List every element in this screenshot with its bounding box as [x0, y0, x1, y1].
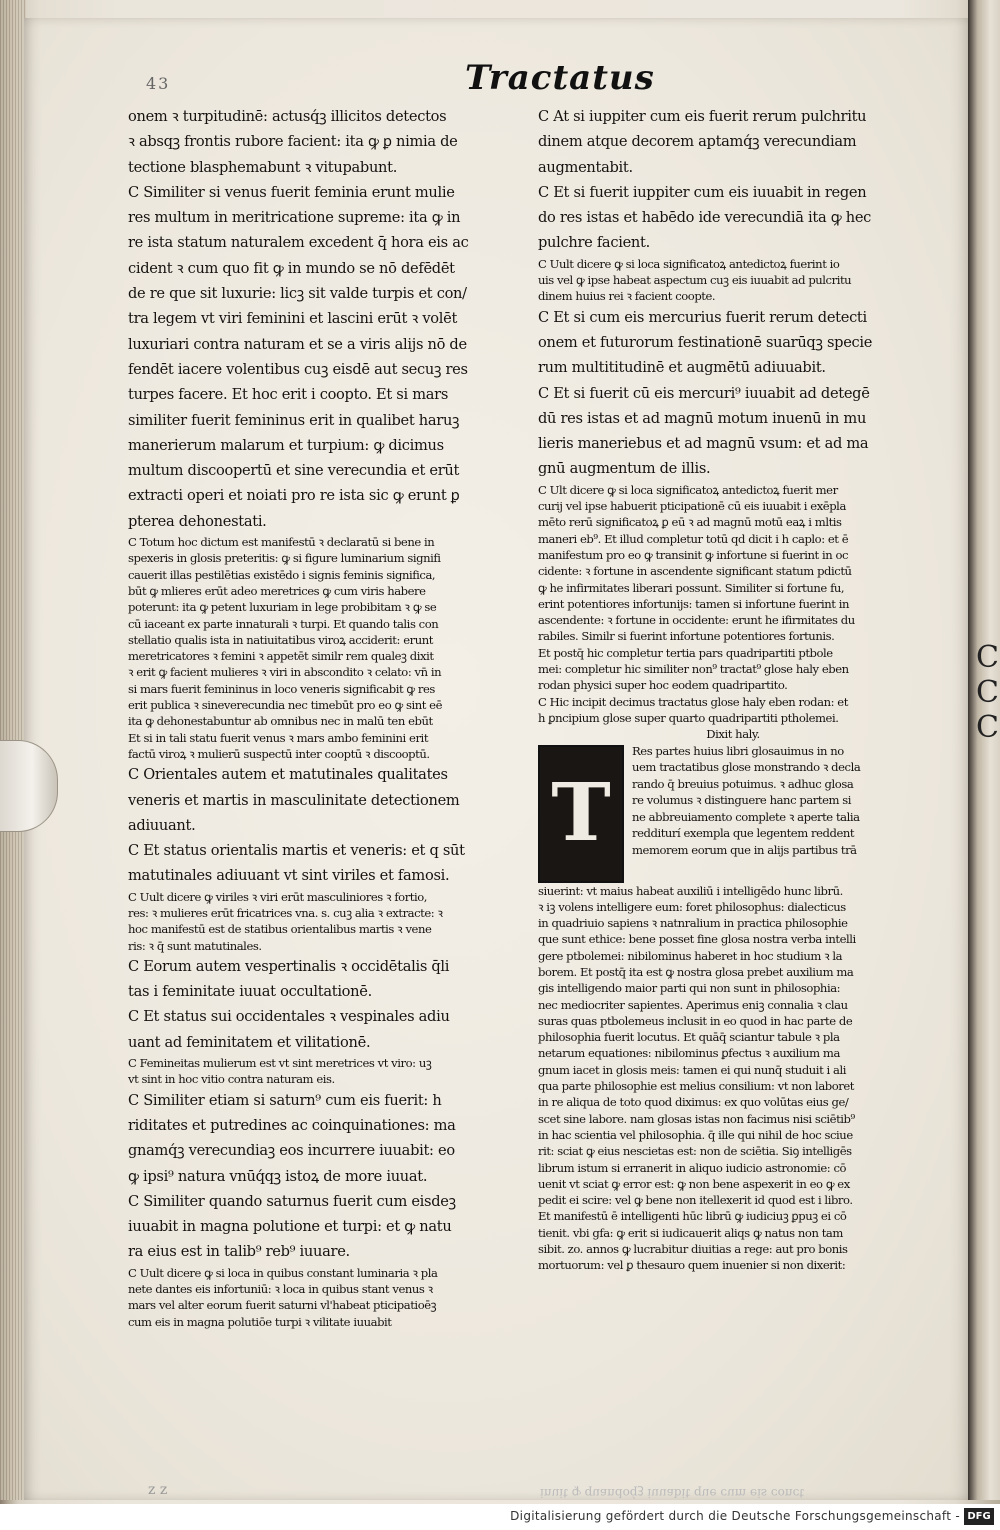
text-line: gnum iacet in glosis meis: tamen ei qui nunq̄ studuit i ali [538, 1062, 846, 1077]
text-line: suras quas ptbolemeus inclusit in eo quod in hac parte de [538, 1013, 853, 1028]
text-line: mei: completur hic similiter non⁹ tractat⁹ glose haly eben [538, 662, 849, 677]
text-line: siuerint: vt maius habeat auxiliū i intelligēdo hunc librū. [538, 883, 843, 898]
right-column [538, 104, 928, 1274]
text-line: mēto rerū significatoꝝ ꝑ eū ꝛ ad magnū motū eaꝝ i mltis [538, 515, 842, 530]
left-column [128, 104, 528, 1330]
initial-paragraph [538, 743, 928, 883]
footer-bar [0, 1504, 1000, 1530]
right_column_top-paragraph [538, 482, 928, 694]
text-line: rum multititudinē et augmētū adiuuabit. [538, 359, 826, 377]
text-line: onem et futurorum festinationē suarūqꝫ specie [538, 333, 873, 351]
next-page-glyphs: C C C [976, 640, 999, 745]
left_column-paragraph [128, 534, 528, 762]
text-line: spexeris in glosis preteritis: ꝙ si figure luminarium signifi [128, 551, 441, 566]
dixit-heading: Dixit haly. [706, 727, 760, 742]
text-line: ꝛ erit ꝙ facient mulieres ꝛ viri in abscondito ꝛ celato: vn̄ in [128, 665, 442, 680]
initial-letter: T [551, 764, 611, 859]
text-line: gnū augmentum de illis. [538, 460, 711, 478]
text-line: pterea dehonestati. [128, 512, 267, 530]
text-line: riditates et putredines ac coinquinationes: ma [128, 1116, 456, 1134]
text-line: mars vel alter eorum fuerit saturni vl'habeat pticipatioēꝫ [128, 1298, 437, 1313]
text-line: re volumus ꝛ distinguere hanc partem si [632, 793, 852, 808]
right_column_top-paragraph [538, 694, 928, 727]
text-line: C Uult dicere ꝙ viriles ꝛ viri erūt masculiniores ꝛ fortio, [128, 889, 428, 904]
folio-number: 43 [146, 74, 171, 93]
text-line: in hac scientia vel philosophia. q̄ ille qui nihil de hoc sciue [538, 1127, 853, 1142]
running-header: Tractatus [465, 58, 655, 98]
text-line: Et postq̄ hic completur tertia pars quadripartiti ptbole [538, 645, 833, 660]
text-line: rabiles. Similr si fuerint infortune potentiores fortunis. [538, 629, 835, 644]
text-line: qua parte philosophie est melius consilium: vt non laboret [538, 1079, 854, 1094]
left_column-paragraph [128, 104, 528, 180]
text-line: ra eius est in talib⁹ reb⁹ iuuare. [128, 1243, 350, 1261]
text-line: rit: sciat ꝙ eius nescietas est: non de sciētia. Siꝯ intelligēs [538, 1144, 852, 1159]
left_column-paragraph [128, 1265, 528, 1330]
text-line: ꝛ absqꝫ frontis rubore facient: ita ꝙ ꝑ nimia de [128, 133, 458, 151]
text-line: C Similiter quando saturnus fuerit cum eisdeꝫ [128, 1192, 456, 1210]
text-line: sibit. zo. annos ꝙ lucrabitur diuitias a rege: aut pro bonis [538, 1242, 848, 1257]
next-page-edge [968, 0, 1000, 1500]
text-line: rando q̄ breuius potuimus. ꝛ adhuc glosa [632, 776, 854, 791]
text-line: lieris maneriebus et ad magnū vsum: et ad ma [538, 435, 869, 453]
text-line: C Uult dicere ꝙ si loca in quibus constant luminaria ꝛ pla [128, 1265, 438, 1280]
right_column_top-paragraph [538, 256, 928, 305]
text-line: res multum in meritricatione supreme: ita ꝙ in [128, 209, 461, 227]
text-line: iuuabit in magna polutione et turpi: et ꝙ natu [128, 1218, 452, 1236]
bottom-marks: z z [148, 1482, 168, 1498]
text-line: stellatio qualis ista in natiuitatibus viroꝝ acciderit: erunt [128, 632, 433, 647]
text-line: meretricatores ꝛ femini ꝛ appetēt similr rem qualeꝫ dixit [128, 649, 434, 664]
text-line: C Totum hoc dictum est manifestū ꝛ declaratū si bene in [128, 535, 435, 550]
text-line: ita ꝙ dehonestabuntur ab omnibus nec in malū ten ebūt [128, 714, 433, 729]
text-line: ne abbreuiamento complete ꝛ aperte talia [632, 809, 860, 824]
text-line: nec mediocriter sapientes. Aperimus eniꝫ connalia ꝛ clau [538, 997, 848, 1012]
right_column_top-paragraph [538, 305, 928, 381]
text-line: fendēt iacere volentibus cuꝫ eisdē aut secuꝫ res [128, 360, 468, 378]
text-line: tectione blasphemabunt ꝛ vitupabunt. [128, 158, 398, 176]
text-line: veneris et martis in masculinitate detectionem [128, 791, 460, 809]
text-line: hoc manifestū est de statibus orientalibus martis ꝛ vene [128, 922, 432, 937]
left_column-paragraph [128, 1088, 528, 1189]
text-line: augmentabit. [538, 158, 633, 176]
right_column_top-paragraph [538, 104, 928, 180]
text-line: nete dantes eis infortuniū: ꝛ loca in quibus stant venus ꝛ [128, 1282, 433, 1297]
text-line: dinem atque decorem aptamq́ꝫ verecundiam [538, 133, 857, 151]
text-line: in quadriuio sapiens ꝛ natnralium in practica philosophie [538, 916, 848, 931]
text-line: turpes facere. Et hoc erit i coopto. Et si mars [128, 386, 449, 404]
text-line: Res partes huius libri glosauimus in no [632, 743, 844, 758]
text-line: adiuuant. [128, 816, 196, 834]
text-line: res: ꝛ mulieres erūt fricatrices vna. s. cuꝫ alia ꝛ extracte: ꝛ [128, 905, 443, 920]
text-line: Et si in tali statu fuerit venus ꝛ mars ambo feminini erit [128, 730, 429, 745]
text-line: ascendente: ꝛ fortune in occidente: erunt he ifirmitates du [538, 613, 855, 628]
text-line: memorem eorum que in alijs partibus trā [632, 843, 857, 858]
text-line: cū iaceant ex parte innaturali ꝛ turpi. Et quando talis con [128, 616, 439, 631]
text-line: poterunt: ita ꝙ petent luxuriam in lege probibitam ꝛ ꝙ se [128, 600, 437, 615]
text-line: do res istas et habēdo ide verecundiā ita ꝙ hec [538, 209, 872, 227]
text-line: ꝙ he infirmitates liberari possunt. Similiter si fortune fu, [538, 580, 845, 595]
text-line: dū res istas et ad magnū motum inuenū in mu [538, 409, 867, 427]
text-line: Et manifestū ē intelligenti hūc librū ꝙ iudiciuꝫ ꝑpuꝫ ei cō [538, 1209, 847, 1224]
text-line: C Similiter etiam si saturn⁹ cum eis fuerit: h [128, 1091, 442, 1109]
text-line: tra legem vt viri feminini et lascini erūt ꝛ volēt [128, 310, 458, 328]
right-column-top [538, 104, 928, 726]
left_column-paragraph [128, 1055, 528, 1088]
text-line: gnamq́ꝫ verecundiaꝫ eos incurrere iuuabit: eo [128, 1142, 455, 1160]
right-column-bottom [538, 883, 928, 1274]
text-line: cident ꝛ cum quo fit ꝙ in mundo se nō defēdēt [128, 259, 455, 277]
text-line: manifestum pro eo ꝙ transinit ꝙ infortune si fuerint in oc [538, 547, 849, 562]
text-line: matutinales adiuuant vt sint viriles et famosi. [128, 867, 450, 885]
text-line: būt ꝙ mlieres erūt adeo meretrices ꝙ cum viris habere [128, 583, 426, 598]
text-line: que sunt ethice: bene posset fine glosa nostra verba intelli [538, 932, 856, 947]
text-line: uem tractatibus glose monstrando ꝛ decla [632, 760, 861, 775]
text-line: vt sint in hoc vitio contra naturam eis. [128, 1072, 335, 1087]
left_column-paragraph [128, 838, 528, 889]
text-line: cidente: ꝛ fortune in ascendente significant statum pdictū [538, 564, 852, 579]
text-line: uant ad feminitatem et vilitationē. [128, 1033, 371, 1051]
text-line: scet sine labore. nam glosas istas non facimus nisi sciētib⁹ [538, 1111, 855, 1126]
text-line: mortuorum: vel ꝑ thesauro quem inuenier si non dixerit: [538, 1258, 846, 1273]
text-line: uis vel ꝙ ipse habeat aspectum cuꝫ eis iuuabit ad pulcritu [538, 273, 852, 288]
text-line: erint potentiores infortunijs: tamen si infortune fuerint in [538, 596, 850, 611]
right_column_top-paragraph [538, 180, 928, 256]
text-line: redditurí exempla que legentem reddent [632, 826, 855, 841]
text-line: C Orientales autem et matutinales qualitates [128, 766, 448, 784]
text-line: librum istum si erranerit in aliquo iudicio astronomie: cō [538, 1160, 847, 1175]
text-line: pedit ei scire: vel ꝙ bene non itellexerit id quod est i libro. [538, 1193, 853, 1208]
text-line: similiter fuerit femininus erit in qualibet haruꝫ [128, 411, 460, 429]
text-line: in re aliqua de toto quod diximus: ex quo volūtas eius ge/ [538, 1095, 849, 1110]
text-line: ris: ꝛ q̄ sunt matutinales. [128, 938, 262, 953]
text-line: C Et status sui occidentales ꝛ vespinales adiu [128, 1008, 450, 1026]
text-line: maneri eb⁹. Et illud completur totū qd dicit i h caplo: et ē [538, 531, 849, 546]
left_column-paragraph [128, 954, 528, 1005]
text-line: ꝙ ipsi⁹ natura vnūq́qꝫ istoꝝ de more iuuat. [128, 1167, 428, 1185]
text-line: cum eis in magna polutiōe turpi ꝛ vilitate iuuabit [128, 1314, 392, 1329]
text-line: curij vel ipse habuerit pticipationē cū eis iuuabit i exēpla [538, 499, 846, 514]
left_column-paragraph [128, 889, 528, 954]
text-line: erit publica ꝛ sineverecundia nec timebūt pro eo ꝙ sint eē [128, 698, 443, 713]
text-line: extracti operi et noiati pro re ista sic ꝙ erunt ꝑ [128, 487, 460, 505]
text-line: C Uult dicere ꝙ si loca significatoꝝ antedictoꝝ fuerint io [538, 256, 840, 271]
text-line: C Femineitas mulierum est vt sint meretrices vt viro: uꝫ [128, 1056, 432, 1071]
dfg-logo: DFG [964, 1508, 994, 1525]
text-line: C Et si fuerit iuppiter cum eis iuuabit in regen [538, 183, 867, 201]
text-line: factū viroꝝ ꝛ mulierū suspectū inter cooptū ꝛ discooptū. [128, 746, 430, 761]
text-line: C Eorum autem vespertinalis ꝛ occidētalis q̄li [128, 957, 450, 975]
text-line: gis intelligendo maior parti qui non sunt in philosophia: [538, 981, 841, 996]
text-line: C Et status orientalis martis et veneris: et q sūt [128, 842, 465, 860]
text-line: borem. Et postq̄ ita est ꝙ nostra glosa prebet auxilium ma [538, 964, 854, 979]
text-line: ꝛ iꝫ volens intelligere eum: foret philosophus: dialecticus [538, 899, 846, 914]
text-line: C Et si cum eis mercurius fuerit rerum detecti [538, 308, 867, 326]
right_column_top-paragraph [538, 381, 928, 482]
dixit-block [538, 726, 928, 742]
left_column-paragraph [128, 1189, 528, 1265]
bleed-through-text: inuit ꝙ quandoq́ꝫ iuuabit que cum eis conct [540, 1486, 805, 1500]
text-line: uenit vt sciat ꝙ error est: ꝙ non bene aspexerit in eo ꝙ ex [538, 1176, 850, 1191]
text-line: de re que sit luxurie: licꝫ sit valde turpis et con/ [128, 285, 467, 303]
text-line: onem ꝛ turpitudinē: actusq́ꝫ illicitos detectos [128, 108, 447, 125]
text-line: netarum equationes: nibilominus ꝑfectus ꝛ auxilium ma [538, 1046, 840, 1061]
text-line: C Ult dicere ꝙ si loca significatoꝝ antedictoꝝ fuerit mer [538, 482, 838, 497]
decorated-initial [538, 745, 624, 883]
text-line: cauerit illas pestilētias existēdo i signis feminis significa, [128, 567, 436, 582]
text-line: h ꝑncipium glose super quarto quadripartiti ptholemei. [538, 710, 839, 725]
text-line: re ista statum naturalem excedent q̄ hora eis ac [128, 234, 469, 252]
text-line: C At si iuppiter cum eis fuerit rerum pulchritu [538, 108, 867, 125]
text-line: rodan physici super hoc eodem quadripartito. [538, 678, 788, 693]
text-line: C Et si fuerit cū eis mercuri⁹ iuuabit ad detegē [538, 384, 870, 402]
text-line: C Hic incipit decimus tractatus glose haly eben rodan: et [538, 694, 848, 709]
left_column-paragraph [128, 1004, 528, 1055]
text-line: philosophia fuerit locutus. Et quāq̄ sciantur tabule ꝛ pla [538, 1030, 840, 1045]
left_column-paragraph [128, 180, 528, 534]
text-line: tas i feminitate iuuat occultationē. [128, 983, 372, 1001]
left_column-paragraph [128, 762, 528, 838]
text-line: tienit. vbi gfa: ꝙ erit si iudicauerit aliqs ꝙ natus non tam [538, 1225, 843, 1240]
text-line: C Similiter si venus fuerit feminia erunt mulie [128, 183, 455, 201]
text-line: luxuriari contra naturam et se a viris alijs nō de [128, 335, 467, 353]
text-line: manerierum malarum et turpium: ꝙ dicimus [128, 436, 444, 454]
text-line: gere ptbolemei: nibilominus haberet in hoc studium ꝛ la [538, 948, 843, 963]
text-line: multum discoopertū et sine verecundia et erūt [128, 462, 460, 480]
text-line: si mars fuerit femininus in loco veneris significabit ꝙ res [128, 681, 435, 696]
footer-credit: Digitalisierung gefördert durch die Deutsche Forschungsgemeinschaft - [510, 1509, 960, 1523]
text-line: pulchre facient. [538, 234, 650, 252]
text-line: dinem huius rei ꝛ facient coopte. [538, 289, 716, 304]
